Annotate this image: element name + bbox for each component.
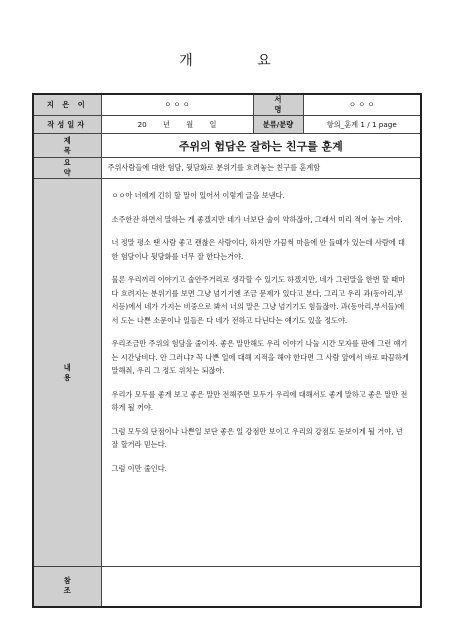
paragraph: 소주한잔 하면서 말하는 게 좋겠지만 네가 너보단 술이 약하잖아, 그래서 미리 적어 놓는 거야.: [111, 214, 403, 224]
subject-label: 제 목: [33, 134, 101, 158]
subject-value: 주위의 험담은 잘하는 친구를 훈계: [101, 134, 421, 158]
paragraph: 우리가 모두를 좋게 보고 좋은 말만 전해주면 모두가 우리에 대해서도 좋게 말하고 좋은 말만 전하게 될 꺼야.: [111, 389, 408, 412]
sign-label: 서 명: [253, 94, 303, 116]
category-label: 분류/분량: [253, 116, 303, 134]
content-row: [33, 179, 421, 567]
author-value: ㅇ ㅇ ㅇ: [101, 94, 253, 116]
paragraph: ㅇㅇ아 너에게 긴히 할 말이 있어서 이렇게 글을 보낸다.: [111, 191, 285, 200]
category-value: 항의_훈계 1 / 1 page: [303, 116, 421, 134]
reference-value: [101, 567, 421, 607]
content-label: 내 용: [33, 179, 101, 567]
reference-row: [33, 567, 421, 607]
subject-row: [33, 134, 421, 158]
summary-value: 주위사람들에 대한 험담, 뒷담화로 분위기를 흐려놓는 친구를 훈계함: [101, 158, 421, 179]
content-body: [101, 179, 421, 567]
paragraph: 물론 우리끼리 이야기고 술안주거리로 생각할 수 있기도 하겠지만, 네가 그런말을 한번 할 때마다 흐려지는 분위기를 보면 그냥 넘기기엔 조금 문제가 있다고 본다, 그리고 우리 과(동아리,부서등)에서 네가 가지는 비중으로 봐서 너의 말은 그냥 넘기기도 힘들잖아. 과(동아리,부서들)에서 도는 나쁜 소문이나 일들은 다 네가 전하고 다닌다는 얘기도 있을 정도야.: [111, 275, 406, 325]
date-label: 작성일자: [33, 116, 101, 134]
summary-row: [33, 158, 421, 179]
paragraph: 그럼 이만 줄인다.: [111, 463, 167, 473]
paragraph: 우리조금만 주위의 험담을 줄이자. 좋은 말만해도 우리 이야기 나눌 시간 모자를 판에 그런 얘기는 시간낭비다. 안 그러냐? 꼭 나쁜 일에 대해 지적을 해야 한다면 그 사람 앞에서 바로 따끔하게 말해줘, 우리 그 정도 위치는 되잖아.: [111, 339, 409, 375]
author-row: [33, 94, 421, 116]
summary-label: 요 약: [33, 158, 101, 179]
summary-form-table: [32, 93, 422, 608]
reference-label: 참 조: [33, 567, 101, 607]
paragraph: 그럼 모두의 단점이나 나쁜일 보단 좋은 일 강점만 보이고 우리의 강점도 돋보이게 될 거야, 넌 잘 할거라 믿는다.: [111, 426, 403, 449]
date-value: 20 년 월 일: [101, 116, 253, 134]
date-row: [33, 116, 421, 134]
sign-value: ㅇ ㅇ ㅇ: [303, 94, 421, 116]
paragraph: 너 정말 평소 땐 사람 좋고 괜찮은 사람이다, 하지만 가끔씩 마음에 안 들때가 있는데 사람에 대한 험담이나 뒷담화를 너무 잘 한다는거야.: [111, 238, 405, 261]
author-label: 지 은 이: [33, 94, 101, 116]
page-title: 개 요: [179, 53, 301, 69]
